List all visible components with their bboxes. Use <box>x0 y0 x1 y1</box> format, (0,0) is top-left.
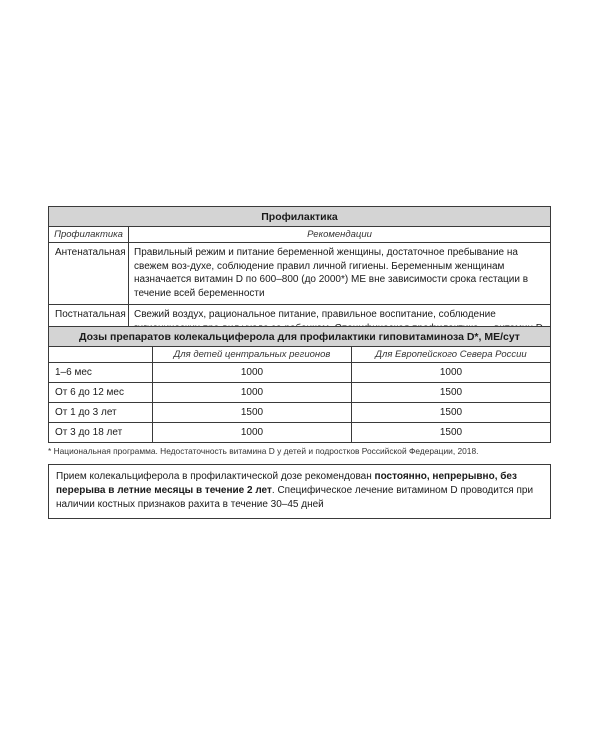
doses-table <box>48 326 551 443</box>
note-bold-text: постоянно, непрерывно, без перерыва в летние месяцы в течение 2 лет <box>56 471 517 496</box>
row-text-postnatal: Свежий воздух, рациональное питание, правильное воспитание, соблюдение <box>129 305 551 340</box>
col-header-recommendations: Рекомендации <box>129 227 551 243</box>
doses-header-blank <box>49 347 153 363</box>
prevention-title: Профилактика <box>49 207 551 227</box>
table-row <box>49 383 551 403</box>
age-cell: От 1 до 3 лет <box>49 403 153 423</box>
dose-central: 1000 <box>153 383 352 403</box>
age-cell: От 6 до 12 мес <box>49 383 153 403</box>
dose-central: 1000 <box>153 423 352 443</box>
dose-north: 1500 <box>352 403 551 423</box>
table-row <box>49 423 551 443</box>
age-cell: От 3 до 18 лет <box>49 423 153 443</box>
doses-title: Дозы препаратов колекальциферола для профилактики гиповитаминоза D*, МЕ/сут <box>49 327 551 347</box>
col-header-prevention: Профилактика <box>49 227 129 243</box>
note-text-start: Прием колекальциферола в профилактической дозе рекомендован <box>56 471 375 482</box>
note-box <box>48 464 551 519</box>
dose-central: 1000 <box>153 363 352 383</box>
col-header-central: Для детей центральных регионов <box>153 347 352 363</box>
row-text-antenatal: Правильный режим и питание беременной женщины, достаточное пребывание на свежем воз-духе, соблюдение правил личной гигиены. Беременным женщинам назначается витамин D по 600–800 (до 2000*) МЕ вне зависимости срока гестации в течение всей беременности <box>129 243 551 305</box>
note-text-end: . Специфическое лечение витамином D проводится при наличии костных признаков рахита в течение 30–45 дней <box>56 485 534 510</box>
dose-north: 1500 <box>352 383 551 403</box>
footnote: * Национальная программа. Недостаточность витамина D у детей и подростков Российской Федерации, 2018. <box>48 446 479 456</box>
dose-north: 1500 <box>352 423 551 443</box>
table-row <box>49 403 551 423</box>
row-label-postnatal: Постнатальная <box>49 305 129 340</box>
prevention-table <box>48 206 551 340</box>
age-cell: 1–6 мес <box>49 363 153 383</box>
dose-central: 1500 <box>153 403 352 423</box>
dose-north: 1000 <box>352 363 551 383</box>
table-row <box>49 243 551 305</box>
table-row <box>49 363 551 383</box>
col-header-north: Для Европейского Севера России <box>352 347 551 363</box>
row-label-antenatal: Антенатальная <box>49 243 129 305</box>
